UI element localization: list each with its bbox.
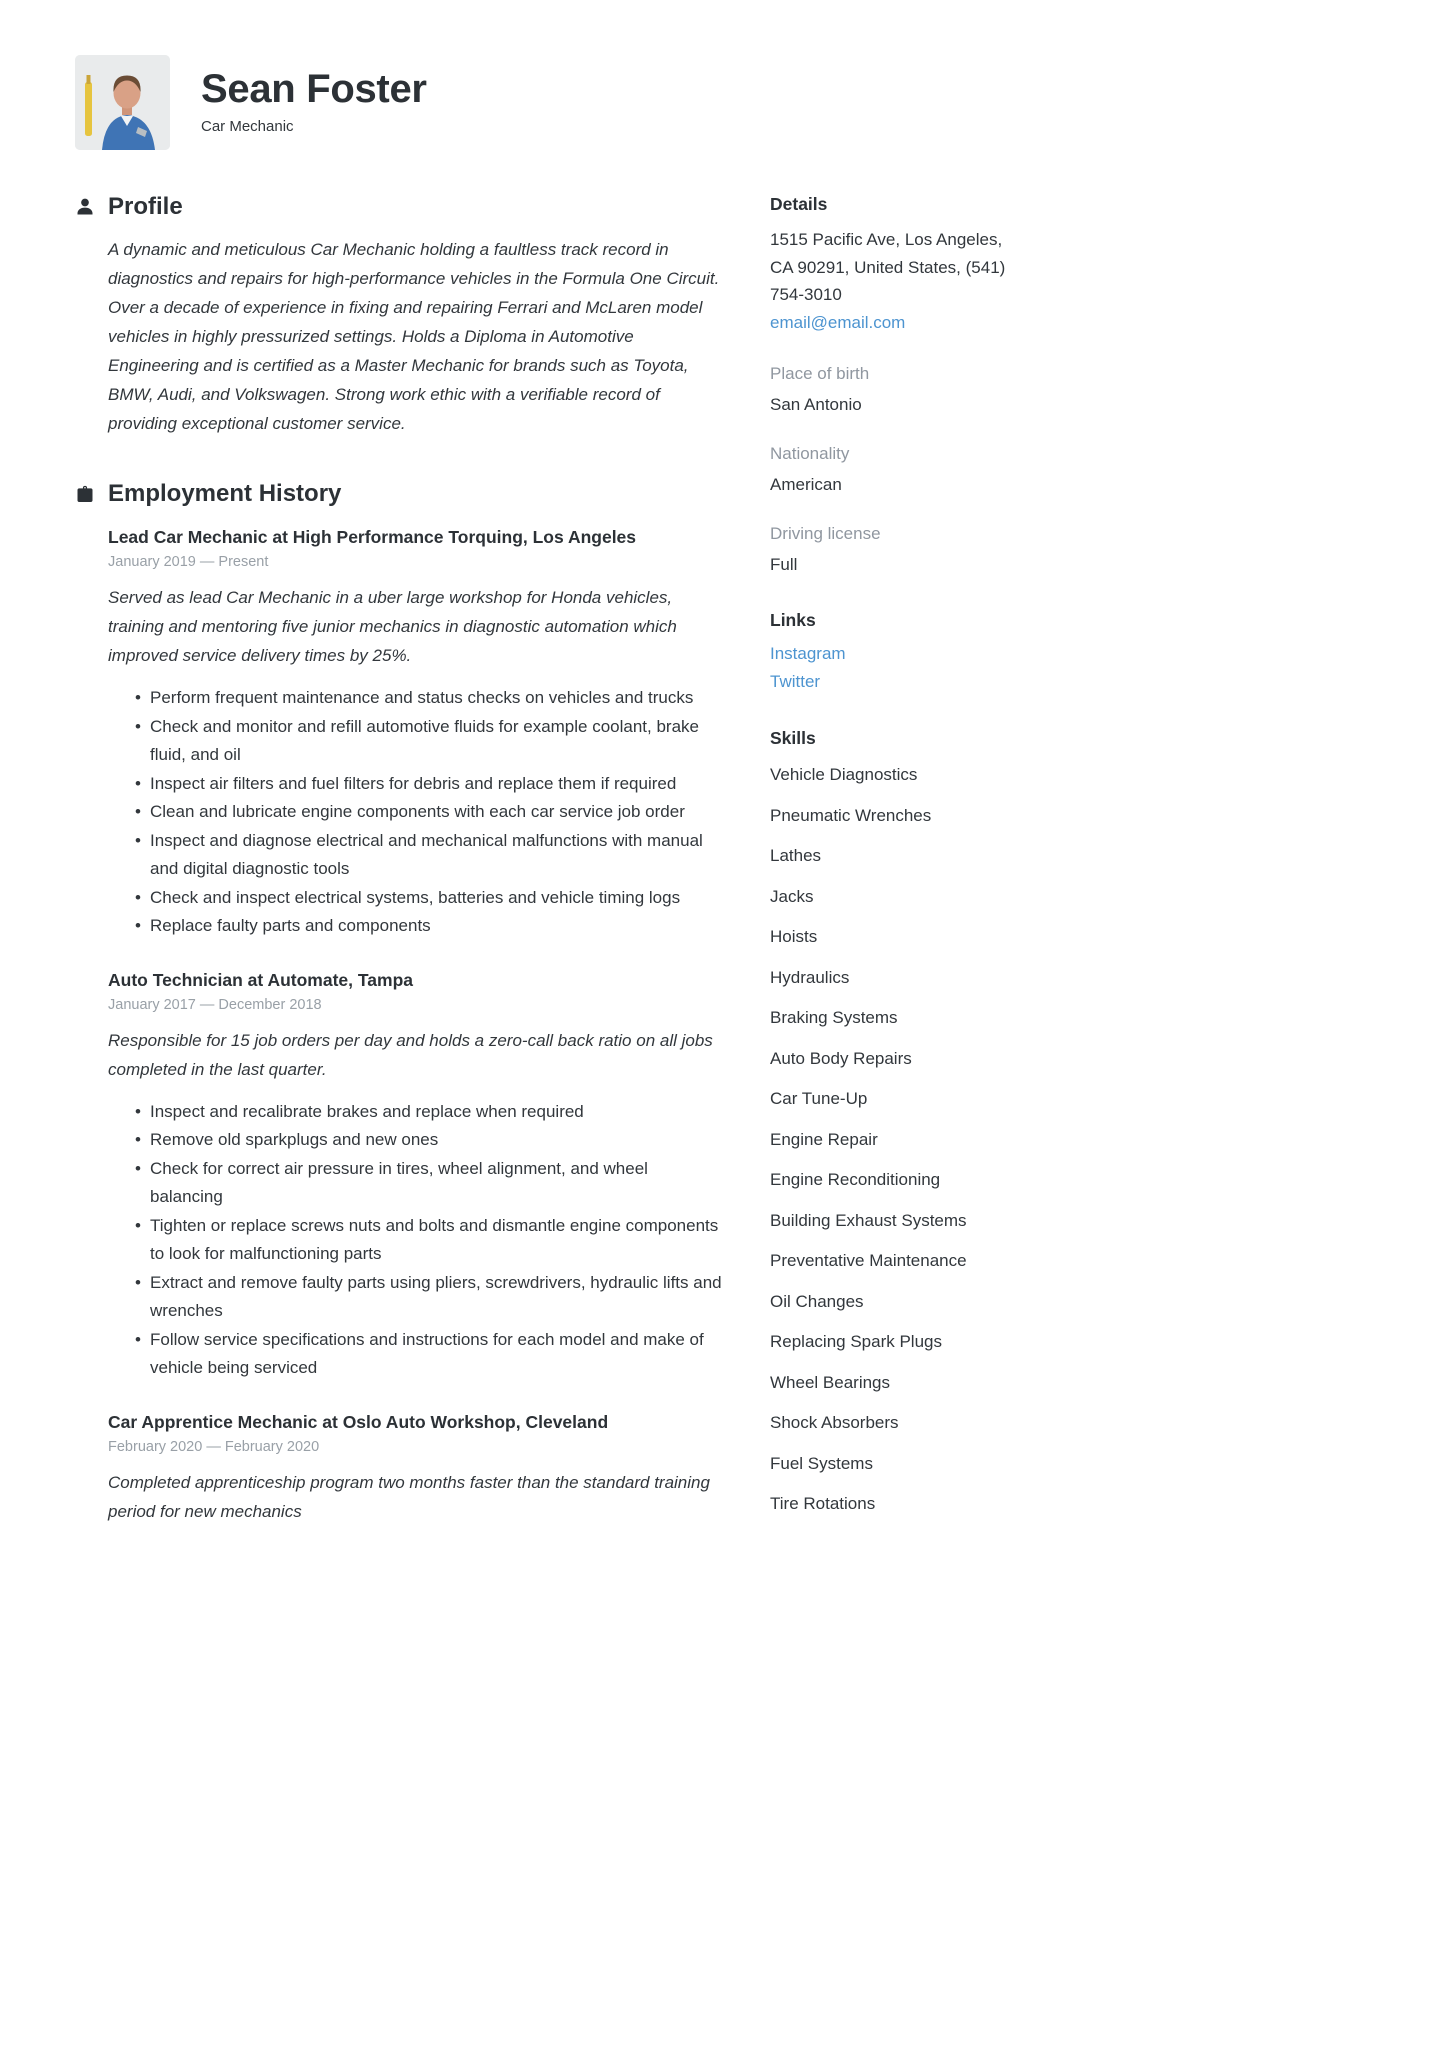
employment-heading-label: Employment History	[108, 480, 342, 507]
profile-section	[108, 193, 724, 438]
details-heading: Details	[770, 194, 828, 214]
address-text: 1515 Pacific Ave, Los Angeles, CA 90291, United States, (541) 754-3010	[770, 230, 1006, 304]
profile-summary: A dynamic and meticulous Car Mechanic holding a faultless track record in diagnostics and repairs for high-performance vehicles in the Formula One Circuit. Over a decade of experience in fixing and repairing Ferrari and McLaren model vehicles in highly pressurized settings. Holds a Diploma in Automotive Engineering and is certified as a Master Mechanic for brands such as Toyota, BMW, Audi, and Volkswagen. Strong work ethic with a verifiable record of providing exceptional customer service.	[108, 240, 720, 433]
skill-item: Pneumatic Wrenches	[770, 805, 932, 825]
job-title: Car Apprentice Mechanic at Oslo Auto Workshop, Cleveland	[108, 1411, 609, 1432]
job-bullet-list	[108, 1098, 724, 1383]
email-link[interactable]: email@email.com	[770, 312, 906, 332]
job-dates: January 2017 — December 2018	[108, 996, 322, 1013]
job-entry-3	[108, 1411, 724, 1526]
place-of-birth-value: San Antonio	[770, 395, 862, 414]
bullet-item: • Check and monitor and refill automotive fluids for example coolant, brake fluid, and oil	[135, 713, 724, 770]
skill-item: Tire Rotations	[770, 1494, 876, 1513]
twitter-link[interactable]: Twitter	[770, 672, 821, 691]
skill-item: Wheel Bearings	[770, 1372, 891, 1392]
candidate-name: Sean Foster	[201, 67, 427, 111]
links-section	[770, 609, 1006, 696]
skills-section	[770, 727, 1006, 1514]
bullet-item: • Check and inspect electrical systems, batteries and vehicle timing logs	[135, 884, 724, 913]
skill-item: Building Exhaust Systems	[770, 1210, 967, 1230]
links-heading: Links	[770, 610, 816, 630]
skill-item: Auto Body Repairs	[770, 1048, 912, 1068]
skill-item: Replacing Spark Plugs	[770, 1332, 942, 1351]
skill-item: Hoists	[770, 927, 818, 946]
person-icon	[75, 197, 95, 217]
skill-item: Braking Systems	[770, 1008, 898, 1027]
skill-item: Lathes	[770, 846, 822, 865]
bullet-item: • Check for correct air pressure in tires, wheel alignment, and wheel balancing	[135, 1155, 724, 1212]
job-entry-2	[108, 969, 724, 1383]
briefcase-icon	[75, 484, 95, 504]
skill-item: Jacks	[770, 886, 814, 906]
place-of-birth-label: Place of birth	[770, 364, 870, 383]
job-entry-1	[108, 526, 724, 941]
bullet-item: • Replace faulty parts and components	[135, 912, 724, 941]
nationality-label: Nationality	[770, 444, 850, 463]
skill-item: Car Tune-Up	[770, 1089, 868, 1108]
bullet-item: • Clean and lubricate engine components with each car service job order	[135, 798, 724, 827]
bullet-item: • Inspect and diagnose electrical and mechanical malfunctions with manual and digital diagnostic tools	[135, 827, 724, 884]
main-column	[108, 193, 724, 1526]
skill-item: Fuel Systems	[770, 1453, 873, 1473]
bullet-item: • Follow service specifications and instructions for each model and make of vehicle being serviced	[135, 1326, 724, 1383]
bullet-item: • Perform frequent maintenance and status checks on vehicles and trucks	[135, 684, 724, 713]
bullet-item: • Extract and remove faulty parts using pliers, screwdrivers, hydraulic lifts and wrenches	[135, 1269, 724, 1326]
bullet-item: • Inspect and recalibrate brakes and replace when required	[135, 1098, 724, 1127]
header-text	[201, 55, 427, 135]
employment-heading	[108, 480, 724, 508]
job-title: Auto Technician at Automate, Tampa	[108, 969, 413, 990]
job-dates: February 2020 — February 2020	[108, 1438, 320, 1455]
content-columns	[0, 193, 1448, 1534]
profile-photo-image	[75, 55, 170, 150]
job-summary: Served as lead Car Mechanic in a uber large workshop for Honda vehicles, training and mentoring five junior mechanics in diagnostic automation which improved service delivery times by 25%.	[108, 588, 677, 665]
skills-heading: Skills	[770, 728, 816, 748]
skill-item: Oil Changes	[770, 1291, 864, 1311]
job-bullet-list	[108, 684, 724, 941]
profile-heading-label: Profile	[108, 193, 183, 220]
job-title: Lead Car Mechanic at High Performance Torquing, Los Angeles	[108, 527, 637, 547]
job-summary: Completed apprenticeship program two months faster than the standard training period for new mechanics	[108, 1472, 710, 1521]
skill-item: Engine Reconditioning	[770, 1170, 941, 1189]
profile-heading	[108, 193, 724, 221]
skill-item: Shock Absorbers	[770, 1413, 899, 1432]
nationality-value: American	[770, 475, 842, 494]
skills-list	[770, 764, 1006, 1514]
candidate-job-title: Car Mechanic	[201, 118, 294, 135]
driving-license-label: Driving license	[770, 524, 881, 543]
job-dates: January 2019 — Present	[108, 554, 269, 570]
job-summary: Responsible for 15 job orders per day and holds a zero-call back ratio on all jobs completed in the last quarter.	[108, 1030, 713, 1079]
bullet-item: • Inspect air filters and fuel filters for debris and replace them if required	[135, 770, 724, 799]
instagram-link[interactable]: Instagram	[770, 644, 846, 663]
bullet-item: • Tighten or replace screws nuts and bolts and dismantle engine components to look for malfunctioning parts	[135, 1212, 724, 1269]
skill-item: Preventative Maintenance	[770, 1251, 967, 1270]
sidebar	[770, 193, 1006, 1534]
employment-section	[108, 480, 724, 1526]
bullet-item: • Remove old sparkplugs and new ones	[135, 1126, 724, 1155]
resume-header	[0, 0, 1448, 150]
driving-license-value: Full	[770, 555, 798, 574]
skill-item: Vehicle Diagnostics	[770, 765, 918, 784]
skill-item: Hydraulics	[770, 967, 850, 987]
profile-photo	[75, 55, 170, 150]
skill-item: Engine Repair	[770, 1129, 878, 1149]
